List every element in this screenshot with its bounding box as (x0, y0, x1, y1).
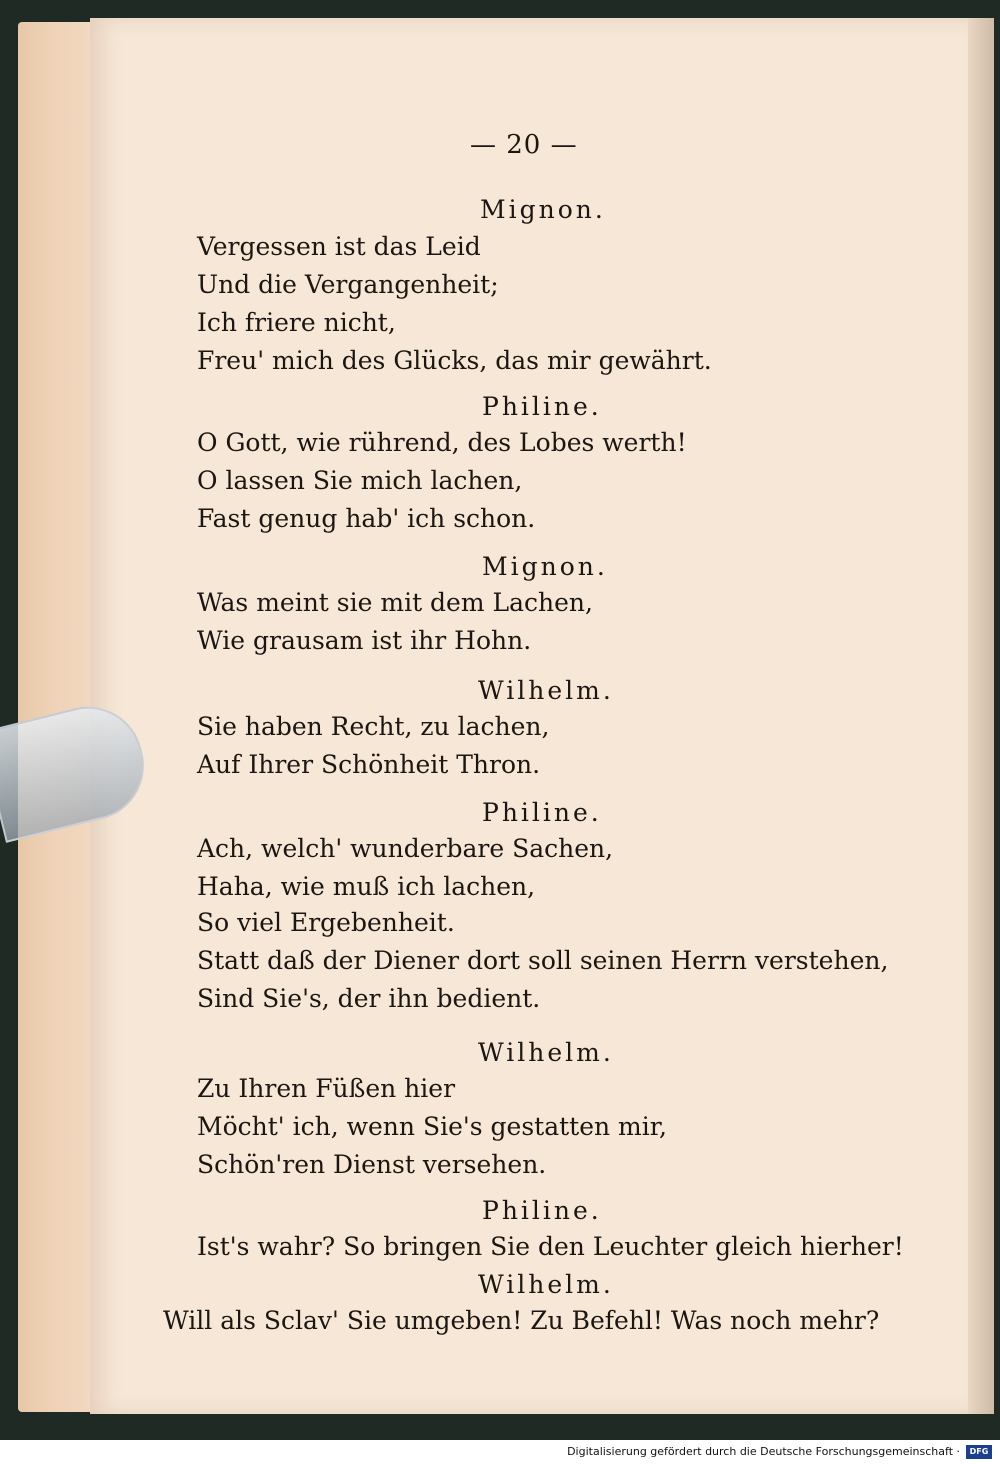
verse-line: O lassen Sie mich lachen, (197, 466, 523, 495)
verse-line: Sie haben Recht, zu lachen, (197, 712, 550, 741)
verse-line: Fast genug hab' ich schon. (197, 504, 536, 533)
speaker-name: Wilhelm. (478, 1038, 614, 1067)
verse-line: Was meint sie mit dem Lachen, (197, 588, 593, 617)
page-number: — 20 — (470, 130, 578, 160)
verse-line: Schön'ren Dienst versehen. (197, 1150, 547, 1179)
page-right-edge (968, 18, 994, 1414)
verse-line: Auf Ihrer Schönheit Thron. (197, 750, 541, 779)
verse-line: O Gott, wie rührend, des Lobes werth! (197, 428, 687, 457)
dfg-logo: DFG (966, 1445, 992, 1459)
footer (0, 1440, 1000, 1464)
verse-line: Haha, wie muß ich lachen, (197, 872, 536, 901)
verse-line: Sind Sie's, der ihn bedient. (197, 984, 541, 1013)
verse-line: So viel Ergebenheit. (197, 908, 455, 937)
speaker-name: Philine. (482, 392, 602, 421)
speaker-name: Mignon. (480, 195, 606, 224)
verse-line: Ist's wahr? So bringen Sie den Leuchter gleich hierher! (197, 1232, 904, 1261)
verse-line: Und die Vergangenheit; (197, 270, 499, 299)
speaker-name: Mignon. (482, 552, 608, 581)
verse-line: Möcht' ich, wenn Sie's gestatten mir, (197, 1112, 667, 1141)
footer-credit: Digitalisierung gefördert durch die Deutsche Forschungsgemeinschaft · (567, 1445, 960, 1458)
speaker-name: Philine. (482, 798, 602, 827)
verse-line: Ach, welch' wunderbare Sachen, (197, 834, 614, 863)
speaker-name: Wilhelm. (478, 1270, 614, 1299)
verse-line: Vergessen ist das Leid (197, 232, 481, 261)
speaker-name: Philine. (482, 1196, 602, 1225)
verse-line: Zu Ihren Füßen hier (197, 1074, 456, 1103)
speaker-name: Wilhelm. (478, 676, 614, 705)
verse-line: Ich friere nicht, (197, 308, 396, 337)
verse-line: Will als Sclav' Sie umgeben! Zu Befehl! Was noch mehr? (163, 1306, 880, 1335)
verse-line: Wie grausam ist ihr Hohn. (197, 626, 532, 655)
verse-line: Statt daß der Diener dort soll seinen Herrn verstehen, (197, 946, 889, 975)
verse-line: Freu' mich des Glücks, das mir gewährt. (197, 346, 712, 375)
